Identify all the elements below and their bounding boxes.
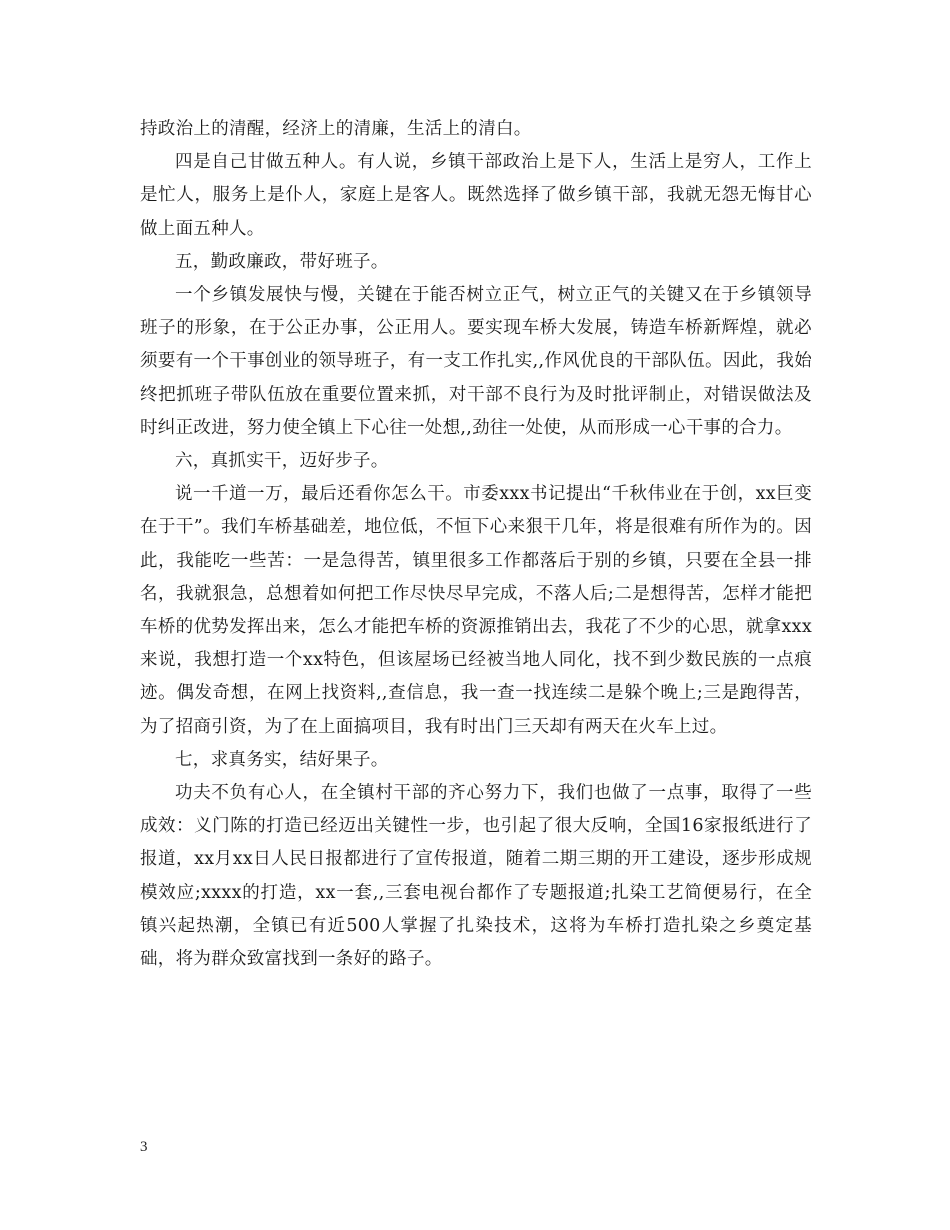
paragraph-2: 四是自己甘做五种人。有人说，乡镇干部政治上是下人，生活上是穷人，工作上是忙人，服务上是仆人，家庭上是客人。既然选择了做乡镇干部，我就无怨无悔甘心做上面五种人。 bbox=[140, 152, 812, 239]
page-number: 3 bbox=[140, 1139, 148, 1155]
paragraph-4: 说一千道一万，最后还看你怎么干。市委xxx书记提出“千秋伟业在于创，xx巨变在于干”。我们车桥基础差，地位低，不恒下心来狠干几年，将是很难有所作为的。因此，我能吃一些苦：一是急得苦，镇里很多工作都落后于别的乡镇，只要在全县一排名，我就狠急，总想着如何把工作尽快尽早完成，不落人后;二是想得苦，怎样才能把车桥的优势发挥出来，怎么才能把车桥的资源推销出去，我花了不少的心思，就拿xxx来说，我想打造一个xx特色，但该屋场已经被当地人同化，找不到少数民族的一点痕迹。偶发奇想，在网上找资料,,查信息，我一查一找连续二是躲个晚上;三是跑得苦，为了招商引资，为了在上面搞项目，我有时出门三天却有两天在火车上过。 bbox=[140, 484, 812, 737]
paragraph-3: 一个乡镇发展快与慢，关键在于能否树立正气，树立正气的关键又在于乡镇领导班子的形象，在于公正办事，公正用人。要实现车桥大发展，铸造车桥新辉煌，就必须要有一个干事创业的领导班子，有一支工作扎实,,作风优良的干部队伍。因此，我始终把抓班子带队伍放在重要位置来抓，对干部不良行为及时批评制止，对错误做法及时纠正改进，努力使全镇上下心往一处想,,劲往一处使，从而形成一心干事的合力。 bbox=[140, 285, 812, 438]
section-heading-6: 六，真抓实干，迈好步子。 bbox=[175, 451, 389, 472]
section-heading-5: 五，勤政廉政，带好班子。 bbox=[175, 251, 389, 272]
paragraph-1: 持政治上的清醒，经济上的清廉，生活上的清白。 bbox=[140, 119, 532, 139]
section-heading-7: 七，求真务实，结好果子。 bbox=[175, 749, 389, 770]
paragraph-5: 功夫不负有心人，在全镇村干部的齐心努力下，我们也做了一点事，取得了一些成效：义门陈的打造已经迈出关键性一步，也引起了很大反响，全国16家报纸进行了报道，xx月xx日人民日报都进行了宣传报道，随着二期三期的开工建设，逐步形成规模效应;xxxx的打造，xx一套,,三套电视台都作了专题报道;扎染工艺简便易行，在全镇兴起热潮，全镇已有近500人掌握了扎染技术，这将为车桥打造扎染之乡奠定基础，将为群众致富找到一条好的路子。 bbox=[140, 783, 812, 970]
document-body bbox=[140, 113, 812, 976]
